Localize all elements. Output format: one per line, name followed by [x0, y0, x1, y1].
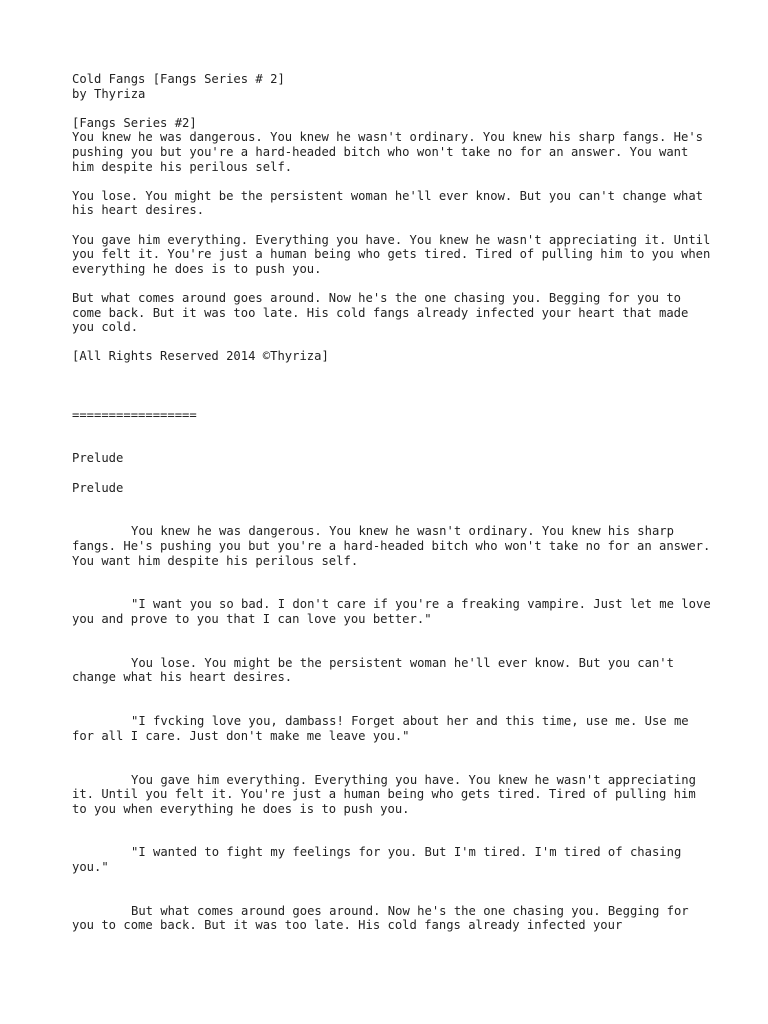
chapter-heading: Prelude	[72, 451, 124, 466]
blurb-paragraph: But what comes around goes around. Now he's the one chasing you. Begging for you to come back. But it was too late. His cold fangs already infected your heart that made you cold.	[72, 290, 696, 335]
section-divider: =================	[72, 407, 197, 422]
series-tag: [Fangs Series #2]	[72, 115, 197, 130]
chapter-paragraph: But what comes around goes around. Now he's the one chasing you. Begging for you to come back. But it was too late. His cold fangs already infected your	[72, 903, 696, 933]
blurb-paragraph: You lose. You might be the persistent woman he'll ever know. But you can't change what his heart desires.	[72, 188, 711, 218]
rights-notice: [All Rights Reserved 2014 ©Thyriza]	[72, 349, 329, 364]
chapter-heading: Prelude	[72, 480, 124, 495]
chapter-paragraph: You knew he was dangerous. You knew he wasn't ordinary. You knew his sharp fangs. He's pushing you but you're a hard-headed bitch who won't take no for an answer. You want him despite his perilous self.	[72, 524, 718, 568]
chapter-paragraph: You gave him everything. Everything you have. You knew he wasn't appreciating it. Until you felt it. You're just a human being who gets tired. Tired of pulling him to you when everything he does is to push you.	[72, 772, 704, 816]
blurb-paragraph: You knew he was dangerous. You knew he wasn't ordinary. You knew his sharp fangs. He's pushing you but you're a hard-headed bitch who won't take no for an answer. You want him despite his perilous self.	[72, 130, 711, 174]
chapter-paragraph: You lose. You might be the persistent woman he'll ever know. But you can't change what his heart desires.	[72, 655, 682, 685]
document-page	[72, 72, 719, 933]
blurb-paragraph: You gave him everything. Everything you have. You knew he wasn't appreciating it. Until you felt it. You're just a human being who gets tired. Tired of pulling him to you when everything he does is to push you.	[72, 232, 718, 276]
chapter-paragraph: "I wanted to fight my feelings for you. But I'm tired. I'm tired of chasing you."	[72, 845, 689, 875]
document-author: by Thyriza	[72, 86, 146, 101]
chapter-paragraph: "I fvcking love you, dambass! Forget about her and this time, use me. Use me for all I care. Just don't make me leave you."	[72, 714, 696, 743]
document-title: Cold Fangs [Fangs Series # 2]	[72, 72, 285, 86]
chapter-paragraph: "I want you so bad. I don't care if you're a freaking vampire. Just let me love you and prove to you that I can love you better."	[72, 597, 719, 626]
